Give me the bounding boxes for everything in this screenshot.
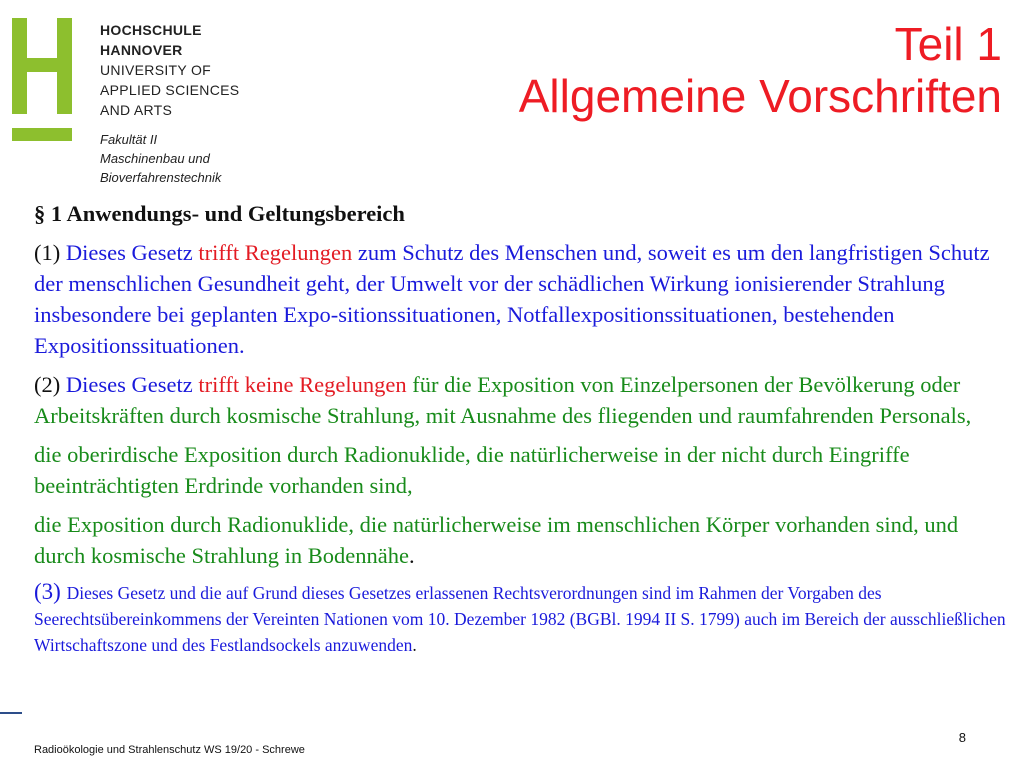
paragraph-2-item-3 [34, 509, 1014, 571]
paragraph-number: (1) [34, 240, 66, 265]
slide-body [34, 198, 1014, 666]
institution-line: APPLIED SCIENCES [100, 82, 240, 98]
decorative-line [0, 712, 22, 714]
title-line-1: Teil 1 [894, 18, 1002, 70]
faculty-line: Fakultät II [100, 132, 158, 147]
text-segment: zum Schutz des Menschen und, soweit es um den langfristigen Schutz der menschlichen Gesundheit geht, der Umwelt vor der schädlichen Wirkung ionisierender Strahlung insbesondere bei geplanten Expo-sitionssituationen, Notfallexpositionssituationen, bestehenden Expositionssituationen. [34, 240, 990, 358]
paragraph-2 [34, 369, 1014, 431]
paragraph-3 [34, 579, 1014, 658]
university-logo [12, 18, 76, 146]
institution-line: AND ARTS [100, 102, 173, 118]
text-segment: Dieses Gesetz [65, 372, 199, 397]
paragraph-number: (2) [34, 372, 66, 397]
page-number: 8 [958, 730, 966, 745]
text-segment: für die Exposition von Einzelpersonen der Bevölkerung oder Arbeitskräften durch kosmische Strahlung, mit Ausnahme des fliegenden und raumfahrenden Personals, [34, 372, 972, 428]
text-segment: . [412, 635, 417, 655]
footer-text: Radioökologie und Strahlenschutz WS 19/20 - Schrewe [34, 744, 305, 756]
highlight-text: trifft keine Regelungen [198, 372, 407, 397]
text-segment: Dieses Gesetz [65, 240, 199, 265]
paragraph-number: (3) [34, 579, 67, 604]
section-heading: § 1 Anwendungs- und Geltungsbereich [34, 201, 405, 226]
highlight-text: trifft Regelungen [198, 240, 353, 265]
faculty-line: Bioverfahrenstechnik [100, 170, 222, 185]
slide-title [519, 18, 1002, 122]
institution-line: UNIVERSITY OF [100, 62, 211, 78]
text-segment: . [408, 543, 415, 568]
faculty-line: Maschinenbau und [100, 151, 210, 166]
institution-line: HOCHSCHULE [100, 22, 202, 38]
paragraph-1 [34, 237, 1014, 361]
faculty-name [100, 130, 221, 187]
institution-name [100, 20, 239, 120]
paragraph-2-item-2: die oberirdische Exposition durch Radionuklide, die natürlicherweise in der nicht durch Eingriffe beeinträchtigten Erdrinde vorhanden sind, [34, 442, 910, 498]
text-segment: Dieses Gesetz und die auf Grund dieses Gesetzes erlassenen Rechtsverordnungen sind im Rahmen der Vorgaben des Seerechtsübereinkommens der Vereinten Nationen vom 10. Dezember 1982 (BGBl. 1994 II S. 1799) auch im Bereich der ausschließlichen Wirtschaftszone und des Festlandsockels anzuwenden [34, 583, 1006, 655]
text-segment: die Exposition durch Radionuklide, die natürlicherweise im menschlichen Körper vorhanden sind, und durch kosmische Strahlung in Bodennähe [34, 512, 959, 568]
title-line-2: Allgemeine Vorschriften [518, 70, 1002, 122]
institution-line: HANNOVER [100, 42, 183, 58]
